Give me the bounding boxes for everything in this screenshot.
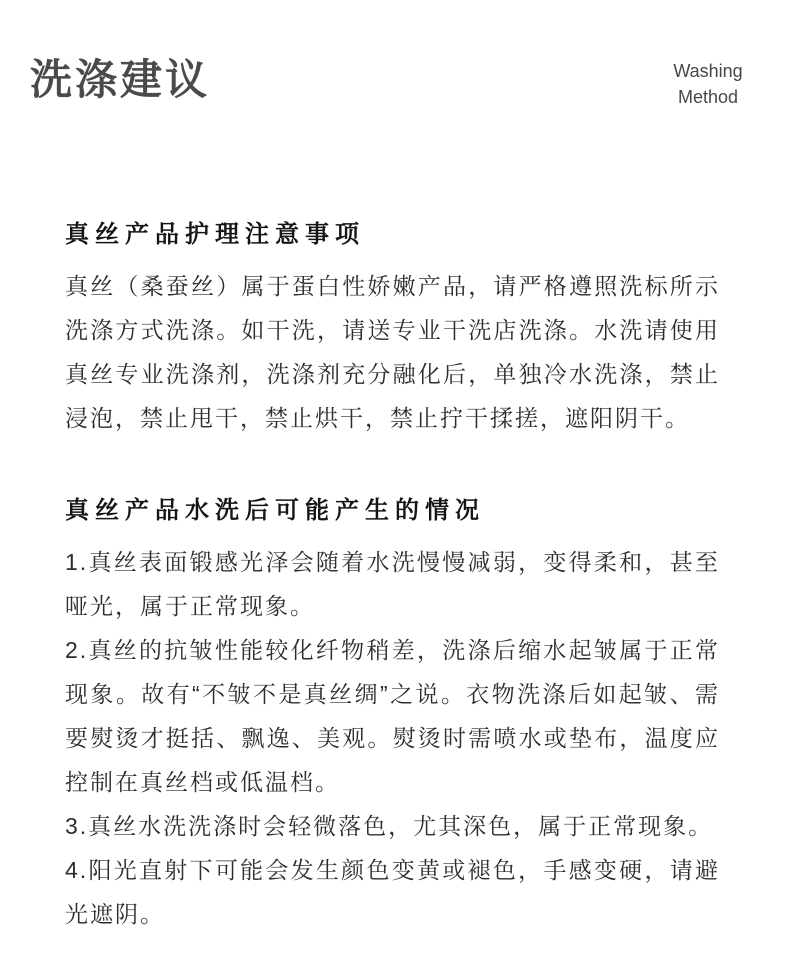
wash-effects-item-3: 3.真丝水洗洗涤时会轻微落色，尤其深色，属于正常现象。 — [65, 813, 714, 839]
wash-effects-item-4: 4.阳光直射下可能会发生颜色变黄或褪色，手感变硬，请避光遮阴。 — [65, 857, 720, 927]
page-title: 洗涤建议 — [30, 56, 211, 103]
wash-effects-section — [65, 494, 720, 936]
care-notes-section — [65, 218, 720, 440]
page-content — [65, 218, 720, 936]
care-notes-paragraph: 真丝（桑蚕丝）属于蛋白性娇嫩产品，请严格遵照洗标所示洗涤方式洗涤。如干洗，请送专业干洗店洗涤。水洗请使用真丝专业洗涤剂，洗涤剂充分融化后，单独冷水洗涤，禁止浸泡，禁止甩干，禁止烘干，禁止拧干揉搓，遮阳阴干。 — [65, 273, 720, 431]
care-notes-heading: 真丝产品护理注意事项 — [65, 221, 365, 248]
page-subtitle-english: Washing Method — [673, 61, 743, 107]
wash-effects-heading: 真丝产品水洗后可能产生的情况 — [65, 497, 485, 524]
wash-effects-item-2: 2.真丝的抗皱性能较化纤物稍差，洗涤后缩水起皱属于正常现象。故有“不皱不是真丝绸”之说。衣物洗涤后如起皱、需要熨烫才挺括、飘逸、美观。熨烫时需喷水或垫布，温度应控制在真丝档或低温档。 — [65, 637, 720, 795]
page-header — [0, 0, 790, 110]
wash-effects-item-1: 1.真丝表面锻感光泽会随着水洗慢慢减弱，变得柔和，甚至哑光，属于正常现象。 — [65, 549, 720, 619]
